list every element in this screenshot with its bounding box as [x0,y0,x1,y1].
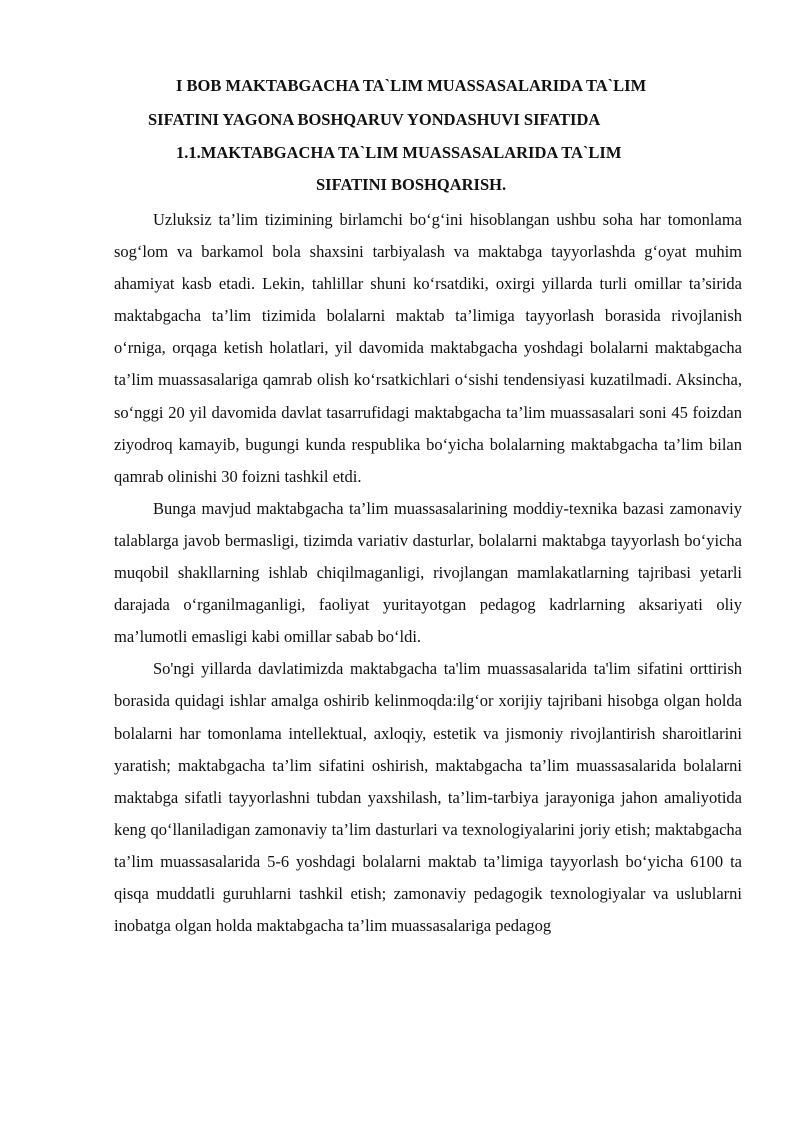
chapter-title-line-1: I BOB MAKTABGACHA TA`LIM MUASSASALARIDA TA`LIM [176,76,647,95]
chapter-title-line-2: SIFATINI YAGONA BOSHQARUV YONDASHUVI SIFATIDA [148,110,601,129]
section-title-line-2: SIFATINI BOSHQARISH. [316,175,507,194]
body-text [114,204,742,942]
section-title-line-1: 1.1.MAKTABGACHA TA`LIM MUASSASALARIDA TA`LIM [176,143,622,162]
paragraph-2: Bunga mavjud maktabgacha ta’lim muassasalarining moddiy-texnika bazasi zamonaviy talablarga javob bermasligi, tizimda variativ dasturlar, bolalarni maktabga tayyorlash bo‘yicha muqobil shakllarning ishlab chiqilmaganligi, rivojlangan mamlakatlarning tajribasi yetarli darajada o‘rganilmaganligi, faoliyat yuritayotgan pedagog kadrlarning aksariyati oliy ma’lumotli emasligi kabi omillar sabab bo‘ldi. [114,498,742,647]
paragraph-3: So'ngi yillarda davlatimizda maktabgacha ta'lim muassasalarida ta'lim sifatini orttirish borasida quidagi ishlar amalga oshirib kelinmoqda:ilg‘or xorijiy tajribani hisobga olgan holda bolalarni har tomonlama intellektual, axloqiy, estetik va jismoniy rivojlantirish sharoitlarini yaratish; maktabgacha ta’lim sifatini oshirish, maktabgacha ta’lim muassasalarida bolalarni maktabga sifatli tayyorlashni tubdan yaxshilash, ta’lim-tarbiya jarayoniga jahon amaliyotida keng qo‘llaniladigan zamonaviy ta’lim dasturlari va texnologiyalarini joriy etish; maktabgacha ta’lim muassasalarida 5-6 yoshdagi bolalarni maktab ta’limiga tayyorlash bo‘yicha 6100 ta qisqa muddatli guruhlarni tashkil etish; zamonaviy pedagogik texnologiyalar va uslublarni inobatga olgan holda maktabgacha ta’lim muassasalariga pedagog [114,659,742,936]
paragraph-1: Uzluksiz ta’lim tizimining birlamchi bo‘g‘ini hisoblangan ushbu soha har tomonlama sog‘lom va barkamol bola shaxsini tarbiyalash va maktabga tayyorlashda g‘oyat muhim ahamiyat kasb etadi. Lekin, tahlillar shuni ko‘rsatdiki, oxirgi yillarda turli omillar ta’sirida maktabgacha ta’lim tizimida bolalarni maktab ta’limiga tayyorlash borasida rivojlanish o‘rniga, orqaga ketish holatlari, yil davomida maktabgacha yoshdagi bolalarni maktabgacha ta’lim muassasalariga qamrab olish ko‘rsatkichlari o‘sishi tendensiyasi kuzatilmadi. Aksincha, so‘nggi 20 yil davomida davlat tasarrufidagi maktabgacha ta’lim muassasalari soni 45 foizdan ziyodroq kamayib, bugungi kunda respublika bo‘yicha bolalarning maktabgacha ta’lim bilan qamrab olinishi 30 foizni tashkil etdi. [114,210,742,486]
